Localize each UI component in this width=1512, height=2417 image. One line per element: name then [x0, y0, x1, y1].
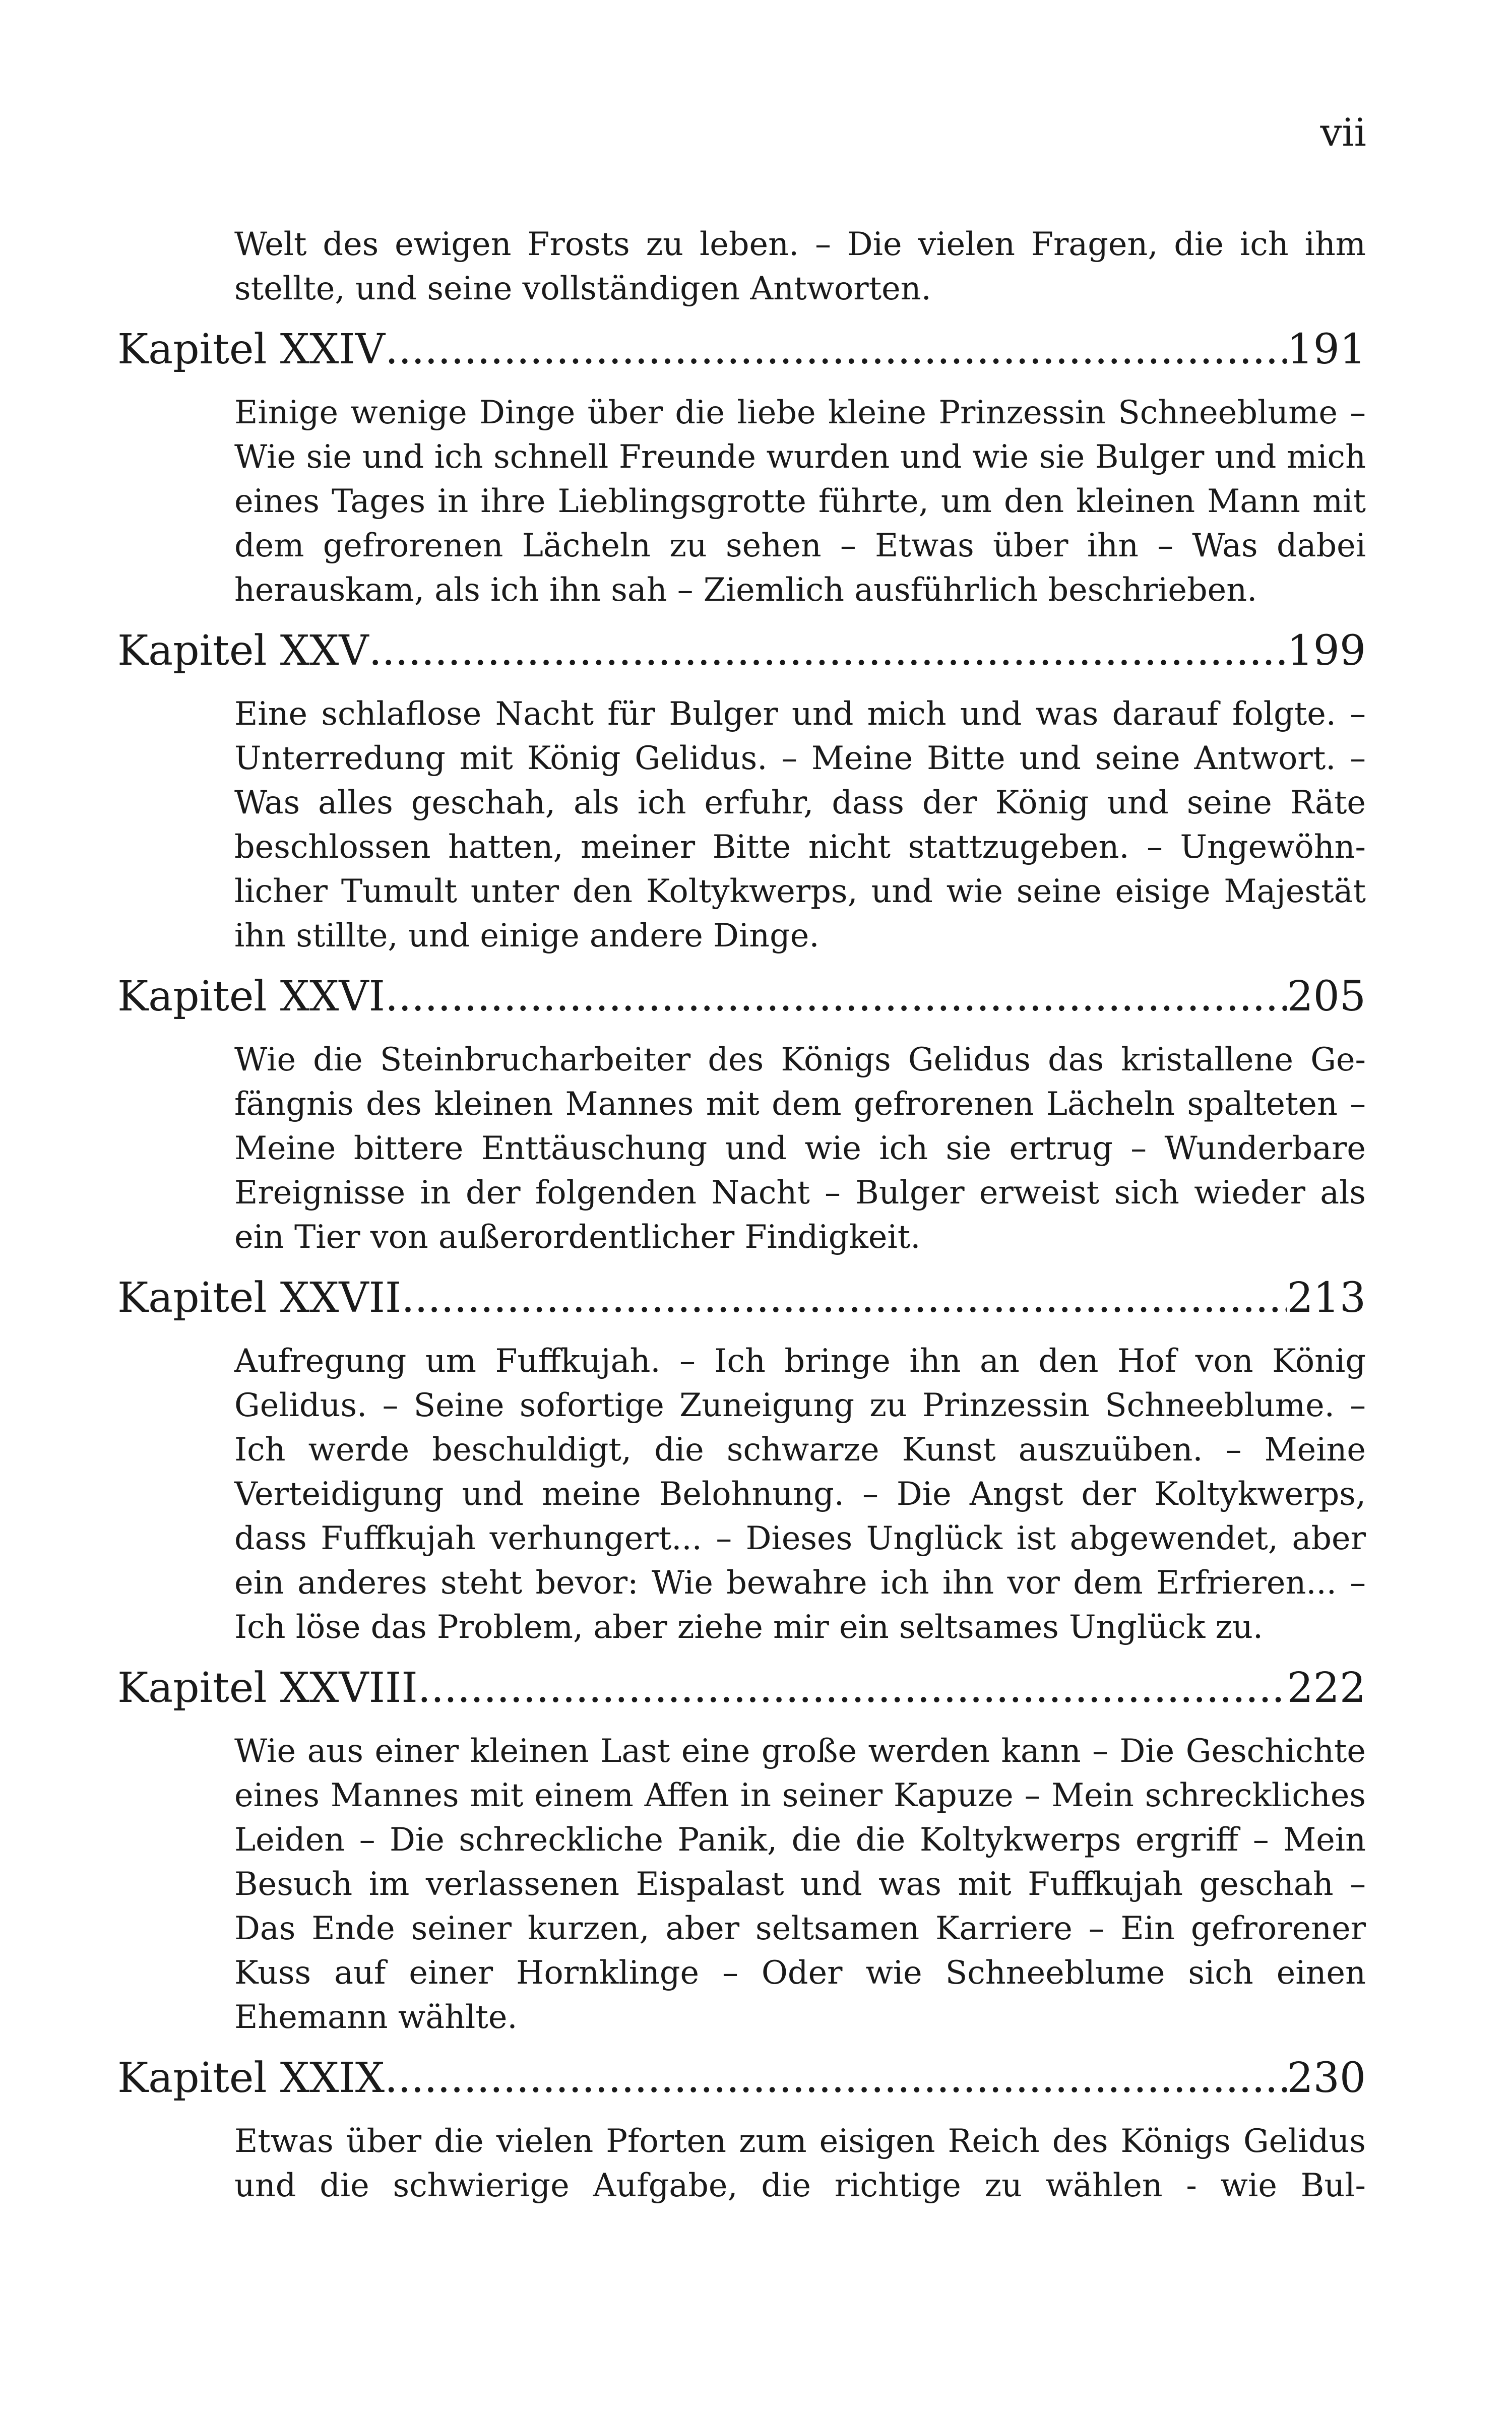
table-of-contents — [117, 222, 1366, 2207]
toc-entry-kapitel-xxix[interactable] — [117, 2053, 1366, 2104]
chapter-summary: Wie aus einer kleinen Last eine große werden kann – Die Geschichte eines Mannes mit einem Affen in seiner Kapuze – Mein schreckliches Leiden – Die schreckliche Panik, die die Koltykwerps ergriff – Mein Besuch im verlassenen Eispalast und was mit Fuffkujah geschah – Das Ende seiner kurzen, aber seltsamen Karriere – Ein gefrorener Kuss auf einer Hornklinge – Oder wie Schneeblume sich einen Ehemann wählte. — [234, 1732, 1366, 2036]
chapter-summary: Einige wenige Dinge über die liebe kleine Prinzessin Schneeblume – Wie sie und ich schnell Freunde wurden und wie sie Bulger und mich eines Tages in ihre Lieblingsgrotte führte, um den kleinen Mann mit dem gefrorenen Lächeln zu sehen – Etwas über ihn – Was dabei herauskam, als ich ihn sah – Ziemlich ausführlich beschrieben. — [234, 394, 1366, 608]
toc-entry-kapitel-xxvii[interactable] — [117, 1273, 1366, 1323]
dot-leader — [369, 626, 1287, 676]
chapter-label: Kapitel XXVI — [117, 973, 385, 1021]
toc-entry-kapitel-xxiv[interactable] — [117, 325, 1366, 375]
chapter-summary-continued — [234, 222, 1366, 310]
toc-entry-kapitel-xxv[interactable] — [117, 626, 1366, 676]
chapter-label: Kapitel XXVIII — [117, 1664, 418, 1712]
summary-line: Welt des ewigen Frosts zu leben. – Die vielen Fragen, die ich ihm — [234, 225, 1366, 263]
chapter-page-number: 191 — [1287, 326, 1366, 373]
chapter-summary: Eine schlaflose Nacht für Bulger und mich und was darauf folgte. – Unterredung mit König Gelidus. – Meine Bitte und seine Antwort. – Was alles geschah, als ich erfuhr, dass der König und seine Räte beschlossen hatten, meiner Bitte nicht stattzugeben. – Ungewöhnlicher Tumult unter den Koltykwerps, und wie seine eisige Majestät ihn stillte, und einige andere Dinge. — [234, 695, 1366, 954]
chapter-page-number: 222 — [1287, 1664, 1366, 1712]
chapter-summary: Wie die Steinbrucharbeiter des Königs Gelidus das kristallene Gefängnis des kleinen Mannes mit dem gefrorenen Lächeln spalteten – Meine bittere Enttäuschung und wie ich sie ertrug – Wunderbare Ereignisse in der folgenden Nacht – Bulger erweist sich wieder als ein Tier von außerordentlicher Findigkeit. — [234, 1041, 1366, 1255]
page-number: vii — [1320, 110, 1366, 155]
chapter-summary: Etwas über die vielen Pforten zum eisigen Reich des Königs Gelidus und die schwierige Aufgabe, die richtige zu wählen - wie Bul- — [234, 2122, 1366, 2204]
toc-entry-kapitel-xxviii[interactable] — [117, 1663, 1366, 1713]
dot-leader — [385, 2053, 1287, 2104]
chapter-page-number: 199 — [1287, 627, 1366, 675]
chapter-page-number: 230 — [1287, 2054, 1366, 2102]
toc-entry-kapitel-xxvi[interactable] — [117, 972, 1366, 1022]
chapter-label: Kapitel XXV — [117, 627, 369, 675]
chapter-label: Kapitel XXIX — [117, 2054, 385, 2102]
summary-line: stellte, und seine vollständigen Antworten. — [234, 270, 931, 307]
chapter-label: Kapitel XXVII — [117, 1274, 402, 1322]
dot-leader — [385, 325, 1287, 375]
dot-leader — [385, 972, 1287, 1022]
chapter-label: Kapitel XXIV — [117, 326, 385, 373]
dot-leader — [401, 1273, 1287, 1323]
dot-leader — [418, 1663, 1287, 1713]
chapter-page-number: 213 — [1287, 1274, 1366, 1322]
chapter-page-number: 205 — [1287, 973, 1366, 1021]
chapter-summary: Aufregung um Fuffkujah. – Ich bringe ihn an den Hof von König Gelidus. – Seine sofortige Zuneigung zu Prinzessin Schneeblume. – Ich werde beschuldigt, die schwarze Kunst auszuüben. – Meine Verteidigung und meine Belohnung. – Die Angst der Koltykwerps, dass Fuffkujah verhungert... – Dieses Unglück ist abgewendet, aber ein anderes steht bevor: Wie bewahre ich ihn vor dem Erfrieren... – Ich löse das Problem, aber ziehe mir ein seltsames Unglück zu. — [234, 1342, 1366, 1645]
